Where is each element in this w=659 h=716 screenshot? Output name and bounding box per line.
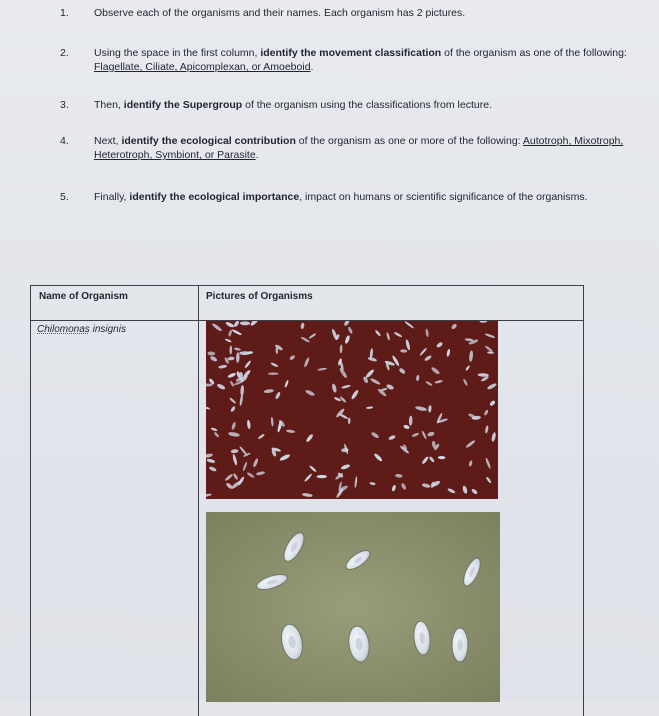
cell-small xyxy=(411,432,419,437)
cell-small xyxy=(231,329,242,336)
cell-small xyxy=(469,350,474,362)
cell-small xyxy=(209,355,218,362)
cell-small xyxy=(234,347,241,351)
instruction-text-part: Flagellate, Ciliate, Apicomplexan, or Amoeboid xyxy=(94,61,311,73)
cell-small xyxy=(366,406,373,409)
cell-small xyxy=(370,377,381,385)
cell-small xyxy=(421,483,430,489)
cell-small xyxy=(400,482,407,490)
cell-small xyxy=(421,456,429,465)
cell-small xyxy=(404,321,414,329)
cell-small xyxy=(419,347,427,356)
instruction-text-part: of the organism using the classifications from lecture. xyxy=(242,99,492,111)
cell-small xyxy=(289,354,296,360)
cell-small xyxy=(350,389,359,400)
instruction-text-part: Next, xyxy=(94,135,122,147)
cell-small xyxy=(263,389,274,394)
cell-small xyxy=(347,326,353,334)
cell-small xyxy=(317,475,327,478)
cell-small xyxy=(206,493,212,497)
cell-small xyxy=(242,461,248,471)
instruction-text-part: . xyxy=(255,149,259,161)
instruction-text-part: of the organism as one of the following: xyxy=(441,47,627,59)
cell-small xyxy=(484,345,493,353)
cell-small xyxy=(425,329,429,338)
cell-small xyxy=(485,457,492,469)
cell-small xyxy=(400,349,407,353)
cell-small xyxy=(405,339,411,351)
cell-small xyxy=(206,458,215,464)
cell-small xyxy=(479,321,487,323)
cell-small xyxy=(331,383,337,393)
instruction-text-part: Autotroph, Mixotroph, Heterotroph, Symbiont, or Parasite xyxy=(94,135,624,161)
cell-small xyxy=(393,331,402,338)
cell-small xyxy=(485,425,489,433)
cell-small xyxy=(424,355,433,362)
cell-small xyxy=(486,382,497,390)
cell-small xyxy=(447,488,456,495)
cell-small xyxy=(465,439,476,448)
cell-small xyxy=(240,385,244,396)
cell-small xyxy=(491,432,497,442)
instruction-text-part: identify the movement classification xyxy=(260,47,442,59)
cell-small xyxy=(240,321,250,325)
instruction-text xyxy=(94,98,654,112)
column-divider xyxy=(198,286,199,716)
cell-small xyxy=(428,405,432,413)
cell-small xyxy=(374,329,381,336)
instruction-text-part: Finally, xyxy=(94,191,130,203)
cell-small xyxy=(468,460,473,467)
cell-small xyxy=(231,422,237,431)
cell-small xyxy=(344,335,351,345)
cell-small xyxy=(415,406,427,412)
cell-nucleus xyxy=(457,639,463,651)
cell-small xyxy=(229,345,232,354)
cell-small xyxy=(206,453,213,458)
cell-small xyxy=(388,434,396,440)
cell-small xyxy=(252,458,259,468)
cell-small xyxy=(233,321,240,328)
cell-small xyxy=(305,389,316,397)
cell-small xyxy=(425,380,433,386)
cell-small xyxy=(275,391,282,399)
instruction-text-part: identify the Supergroup xyxy=(123,99,243,111)
cell-small xyxy=(339,413,349,420)
cell-small xyxy=(341,384,351,389)
instruction-text-part: identify the ecological contribution xyxy=(121,135,296,147)
cell-small xyxy=(229,397,237,404)
pictures-column-header: Pictures of Organisms xyxy=(206,291,313,302)
cell-small xyxy=(386,332,391,341)
cell-small xyxy=(249,321,260,327)
instruction-number: 1. xyxy=(60,7,69,19)
cell-small xyxy=(210,427,217,432)
cell-small xyxy=(230,480,241,490)
organism-genus: Chilomonas xyxy=(37,324,90,335)
instruction-text-part: , impact on humans or scientific significance of the organisms. xyxy=(299,191,588,203)
cell-small xyxy=(421,430,427,439)
instruction-text-part: Using the space in the first column, xyxy=(94,47,261,59)
cell-small xyxy=(213,431,219,438)
cell-small xyxy=(232,473,238,481)
cell-small xyxy=(386,384,395,391)
cell-small xyxy=(485,476,492,483)
organism-name xyxy=(37,324,126,335)
cell-small xyxy=(370,431,379,439)
cell-small xyxy=(270,362,279,368)
cell-small xyxy=(256,471,266,476)
cell-small xyxy=(246,472,255,479)
cell-small xyxy=(354,476,358,488)
cell-small xyxy=(224,473,233,481)
organism-species: insignis xyxy=(92,324,126,335)
cell-small xyxy=(317,367,327,371)
cell-small xyxy=(478,373,489,377)
cell-small xyxy=(339,344,342,353)
cell-small xyxy=(489,400,496,407)
cell-small xyxy=(416,375,420,382)
cell-small xyxy=(484,333,495,339)
cell-small xyxy=(438,456,446,459)
cell-small xyxy=(365,368,375,378)
cell-small xyxy=(409,416,413,426)
cell-small xyxy=(487,351,494,354)
cell-small xyxy=(228,356,235,360)
cell-small xyxy=(308,333,316,340)
cell-small xyxy=(304,473,313,482)
name-column-header: Name of Organism xyxy=(39,291,128,302)
instruction-text-part: Then, xyxy=(94,99,124,111)
cell-small xyxy=(231,449,239,454)
cell-small xyxy=(427,431,435,437)
cell-small xyxy=(206,405,211,410)
cell-small xyxy=(483,409,489,416)
cell-small xyxy=(257,433,265,439)
cell-small xyxy=(228,431,240,437)
cell-small xyxy=(206,383,213,386)
cell-small xyxy=(216,383,226,391)
cell-small xyxy=(302,492,313,497)
cell-small xyxy=(369,482,376,486)
cell-small xyxy=(430,366,440,375)
instruction-text-part: Observe each of the organisms and their names. Each organism has 2 pictures. xyxy=(94,7,466,19)
cell-small xyxy=(436,341,444,348)
instruction-text-part: . xyxy=(310,61,314,73)
cell-small xyxy=(225,338,232,343)
micrograph-high-magnification xyxy=(206,512,500,702)
cell-small xyxy=(239,394,243,406)
cell-small xyxy=(331,328,338,340)
cell-small xyxy=(348,417,351,424)
instruction-number: 5. xyxy=(60,191,69,203)
cell-small xyxy=(305,433,314,443)
organism-table xyxy=(30,285,584,716)
cell-small xyxy=(209,466,218,472)
instruction-text-part: of the organism as one or more of the following: xyxy=(295,135,523,147)
instruction-number: 3. xyxy=(60,99,69,111)
cell-small xyxy=(446,349,451,357)
cell-small xyxy=(398,367,406,375)
cell-small xyxy=(462,485,468,494)
micrograph-low-magnification xyxy=(206,321,498,499)
cell-small xyxy=(244,360,252,369)
cell-small xyxy=(465,365,471,371)
instruction-text xyxy=(94,134,654,162)
instruction-text xyxy=(94,6,654,20)
cell-small xyxy=(367,356,377,362)
cell-small xyxy=(463,378,469,386)
cell-small xyxy=(268,373,279,375)
cell-small xyxy=(232,454,238,466)
cell-small xyxy=(229,380,234,387)
cell-small xyxy=(300,322,305,329)
instruction-text xyxy=(94,46,654,74)
cell-small xyxy=(309,465,317,473)
cell-small xyxy=(403,424,410,430)
cell-small xyxy=(340,464,350,471)
instruction-text-part: identify the ecological importance xyxy=(129,191,300,203)
cell-small xyxy=(228,329,233,337)
cell-small xyxy=(300,336,310,343)
cell-small xyxy=(373,453,383,463)
cell-small xyxy=(236,352,240,363)
instruction-number: 4. xyxy=(60,135,69,147)
cell-small xyxy=(303,357,310,368)
cell-small xyxy=(225,321,235,328)
cell-small xyxy=(284,380,289,388)
cell-small xyxy=(247,420,251,430)
cell-small xyxy=(227,372,236,378)
cell-small xyxy=(434,379,443,384)
cell-small xyxy=(451,323,458,330)
cell-small xyxy=(429,456,436,463)
cell-small xyxy=(395,474,403,478)
cell-small xyxy=(286,429,296,433)
cell-small xyxy=(343,321,350,327)
cell-small xyxy=(279,453,291,462)
instruction-text xyxy=(94,190,654,204)
cell-small xyxy=(391,485,396,492)
instruction-number: 2. xyxy=(60,47,69,59)
cell-small xyxy=(471,488,478,495)
cell-small xyxy=(384,360,395,367)
cell-small xyxy=(271,417,274,427)
cell-small xyxy=(230,406,236,413)
cell-small xyxy=(218,364,227,369)
cell-small xyxy=(207,351,215,356)
cell-small xyxy=(211,322,222,332)
